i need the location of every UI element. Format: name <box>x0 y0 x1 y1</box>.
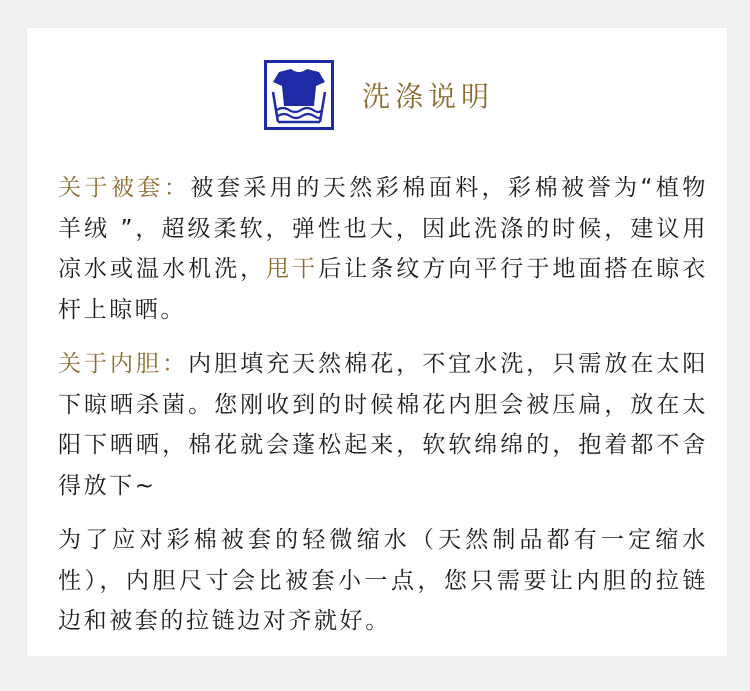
duvet-cover-text: 被套采用的天然彩棉面料，彩棉被誉为“植物羊绒 ”，超级柔软，弹性也大，因此洗涤的时候，建议用凉水或温水机洗， <box>58 175 709 282</box>
instruction-card <box>27 28 727 656</box>
header <box>264 59 494 131</box>
inner-quilt-text: 内胆填充天然棉花，不宜水洗，只需放在太阳下晾晒杀菌。您刚收到的时候棉花内胆会被压扁，放在太阳下晒晒，棉花就会蓬松起来，软软绵绵的，抱着都不舍得放下~ <box>58 351 709 499</box>
duvet-cover-label: 关于被套： <box>58 175 191 201</box>
inner-quilt-label: 关于内胆： <box>58 351 189 377</box>
duvet-cover-paragraph <box>58 168 708 330</box>
wash-basin-icon <box>264 60 334 130</box>
instructions-body <box>58 168 708 656</box>
inner-quilt-paragraph <box>58 344 708 506</box>
duvet-cover-text-tail: 后让条纹方向平行于地面搭在晾衣杆上晾晒。 <box>58 256 709 323</box>
spin-dry-highlight: 甩干 <box>266 256 319 282</box>
page-title: 洗涤说明 <box>362 80 495 113</box>
sizing-note-paragraph <box>58 520 708 642</box>
sizing-note-text: 为了应对彩棉被套的轻微缩水（天然制品都有一定缩水性），内胆尺寸会比被套小一点，您只需要让内胆的拉链边和被套的拉链边对齐就好。 <box>58 527 708 634</box>
